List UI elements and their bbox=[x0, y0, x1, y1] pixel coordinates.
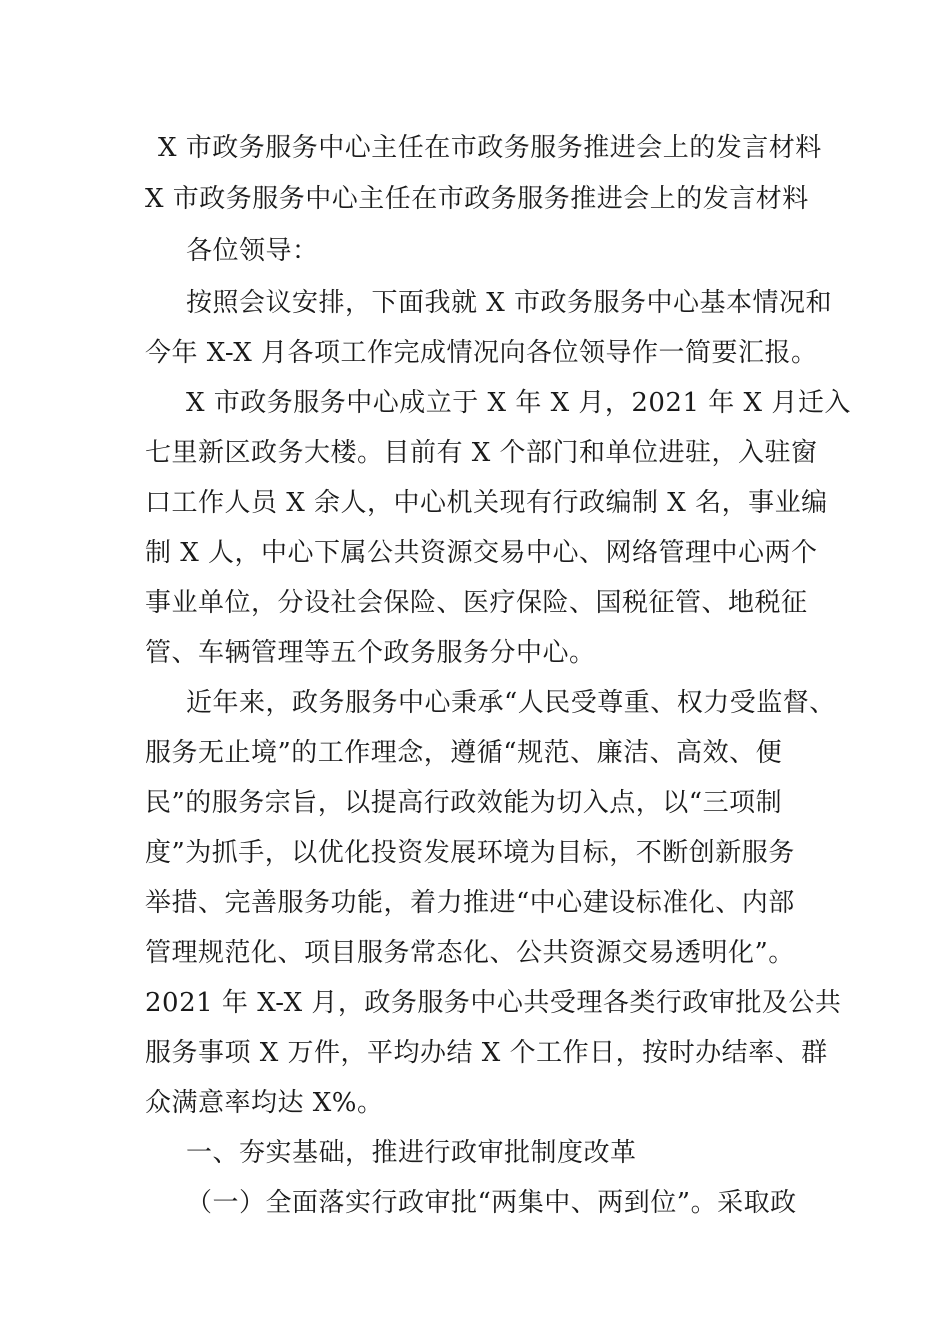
paragraph-line: 服务事项 X 万件，平均办结 X 个工作日，按时办结率、群 bbox=[145, 1038, 828, 1068]
section-heading: 一、夯实基础，推进行政审批制度改革 bbox=[186, 1138, 637, 1168]
paragraph-line: 民”的服务宗旨，以提高行政效能为切入点，以“三项制 bbox=[145, 788, 783, 818]
paragraph-line: 口工作人员 X 余人，中心机关现有行政编制 X 名，事业编 bbox=[145, 488, 828, 518]
paragraph-line: X 市政务服务中心成立于 X 年 X 月，2021 年 X 月迁入 bbox=[186, 388, 851, 418]
document-title-repeat: X 市政务服务中心主任在市政务服务推进会上的发言材料 bbox=[145, 184, 809, 214]
paragraph-line: 度”为抓手，以优化投资发展环境为目标，不断创新服务 bbox=[145, 838, 795, 868]
paragraph-line: 管、车辆管理等五个政务服务分中心。 bbox=[145, 638, 596, 668]
paragraph-line: 今年 X-X 月各项工作完成情况向各位领导作一简要汇报。 bbox=[145, 338, 818, 368]
paragraph-line: 制 X 人，中心下属公共资源交易中心、网络管理中心两个 bbox=[145, 538, 818, 568]
paragraph-line: 众满意率均达 X%。 bbox=[145, 1088, 384, 1118]
paragraph-line: 服务无止境”的工作理念，遵循“规范、廉洁、高效、便 bbox=[145, 738, 783, 768]
paragraph-line: 七里新区政务大楼。目前有 X 个部门和单位进驻，入驻窗 bbox=[145, 438, 818, 468]
salutation: 各位领导： bbox=[186, 236, 319, 266]
paragraph-line: 管理规范化、项目服务常态化、公共资源交易透明化”。 bbox=[145, 938, 795, 968]
paragraph-line: 事业单位，分设社会保险、医疗保险、国税征管、地税征 bbox=[145, 588, 808, 618]
paragraph-line: 按照会议安排，下面我就 X 市政务服务中心基本情况和 bbox=[186, 288, 833, 318]
document-title: X 市政务服务中心主任在市政务服务推进会上的发言材料 bbox=[158, 133, 822, 163]
paragraph-line: 近年来，政务服务中心秉承“人民受尊重、权力受监督、 bbox=[186, 688, 836, 718]
paragraph-line: 举措、完善服务功能，着力推进“中心建设标准化、内部 bbox=[145, 888, 795, 918]
paragraph-line: 2021 年 X-X 月，政务服务中心共受理各类行政审批及公共 bbox=[145, 988, 842, 1018]
subsection-line: （一）全面落实行政审批“两集中、两到位”。采取政 bbox=[186, 1188, 797, 1218]
